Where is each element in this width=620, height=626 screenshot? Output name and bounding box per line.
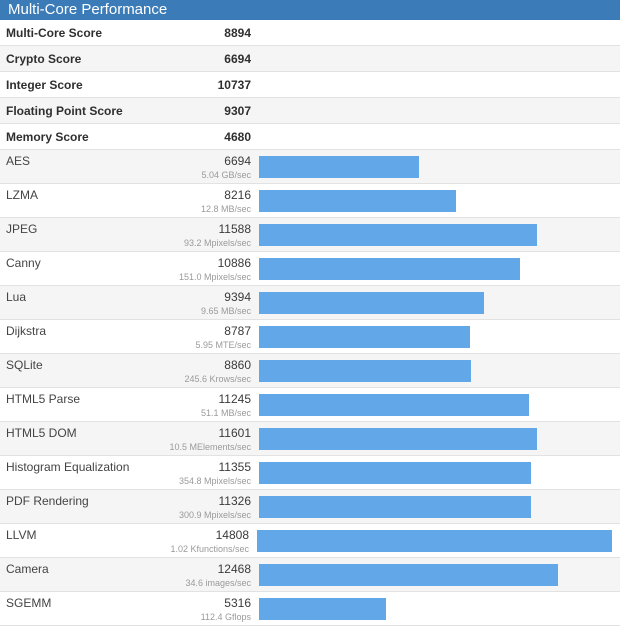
benchmark-rate: 93.2 Mpixels/sec	[183, 238, 251, 248]
table-row	[0, 98, 620, 124]
summary-bar-spacer	[255, 98, 620, 123]
benchmark-bar-cell	[255, 184, 620, 217]
benchmark-label: SQLite	[6, 358, 43, 372]
benchmark-bar	[259, 428, 537, 450]
benchmark-score	[160, 388, 255, 421]
benchmark-bar-cell	[255, 252, 620, 285]
table-row	[0, 354, 620, 388]
summary-label: Floating Point Score	[6, 103, 123, 118]
summary-score: 10737	[217, 77, 251, 92]
benchmark-bar	[259, 496, 531, 518]
table-row	[0, 252, 620, 286]
table-row	[0, 150, 620, 184]
benchmark-score	[160, 150, 255, 183]
benchmark-score	[160, 252, 255, 285]
benchmark-bar	[259, 190, 456, 212]
benchmark-score	[160, 592, 255, 625]
benchmark-rate: 9.65 MB/sec	[200, 306, 251, 316]
benchmark-score	[160, 456, 255, 489]
table-row	[0, 286, 620, 320]
summary-label: Multi-Core Score	[6, 25, 103, 40]
table-row	[0, 320, 620, 354]
benchmark-score-value: 11601	[218, 426, 251, 440]
benchmark-bar-cell	[255, 388, 620, 421]
summary-score: 9307	[224, 103, 251, 118]
benchmark-label: HTML5 Parse	[6, 392, 81, 406]
benchmark-score-value: 10886	[217, 256, 251, 270]
benchmark-score-value: 9394	[224, 290, 251, 304]
benchmark-rate: 112.4 Gflops	[200, 612, 251, 622]
summary-score: 4680	[224, 129, 251, 144]
summary-label: Memory Score	[6, 129, 89, 144]
benchmark-rate: 5.95 MTE/sec	[195, 340, 251, 350]
table-row	[0, 558, 620, 592]
table-row	[0, 20, 620, 46]
benchmark-rate: 151.0 Mpixels/sec	[178, 272, 251, 282]
benchmark-score	[160, 558, 255, 591]
benchmark-bar	[259, 360, 471, 382]
results-table	[0, 20, 620, 626]
benchmark-bar-cell	[255, 490, 620, 523]
benchmark-score-value: 12468	[217, 562, 251, 576]
benchmark-bar-cell	[255, 456, 620, 489]
benchmark-score	[160, 218, 255, 251]
benchmark-label: LLVM	[6, 528, 37, 542]
table-row	[0, 184, 620, 218]
benchmark-bar-cell	[255, 218, 620, 251]
table-row	[0, 592, 620, 626]
benchmark-label: JPEG	[6, 222, 38, 236]
benchmark-bar-cell	[255, 354, 620, 387]
benchmark-bar	[259, 598, 386, 620]
benchmark-label: HTML5 DOM	[6, 426, 77, 440]
table-row	[0, 456, 620, 490]
benchmark-score-value: 14808	[215, 528, 249, 542]
benchmark-score	[160, 422, 255, 455]
benchmark-label: Camera	[6, 562, 49, 576]
benchmark-score	[160, 490, 255, 523]
summary-score: 8894	[224, 25, 251, 40]
benchmark-bar	[259, 564, 558, 586]
summary-score: 6694	[224, 51, 251, 66]
benchmark-bar	[259, 326, 470, 348]
table-row	[0, 422, 620, 456]
summary-label: Integer Score	[6, 77, 83, 92]
benchmark-score-value: 11326	[218, 494, 251, 508]
benchmark-label: LZMA	[6, 188, 39, 202]
table-row	[0, 124, 620, 150]
benchmark-score-value: 11588	[218, 222, 251, 236]
benchmark-score-value: 5316	[224, 596, 251, 610]
page-title: Multi-Core Performance	[0, 0, 620, 20]
table-row	[0, 72, 620, 98]
table-row	[0, 524, 620, 558]
benchmark-rate: 34.6 images/sec	[185, 578, 251, 588]
table-row	[0, 388, 620, 422]
benchmark-label: AES	[6, 154, 31, 168]
benchmark-bar-cell	[255, 150, 620, 183]
table-row	[0, 218, 620, 252]
benchmark-bar-cell	[255, 286, 620, 319]
benchmark-bar	[259, 394, 529, 416]
benchmark-rate: 1.02 Kfunctions/sec	[170, 544, 249, 554]
benchmark-bar-cell	[255, 320, 620, 353]
benchmark-bar	[259, 224, 537, 246]
benchmark-rate: 51.1 MB/sec	[200, 408, 251, 418]
benchmark-score-value: 11355	[218, 460, 251, 474]
benchmark-bar	[259, 292, 484, 314]
benchmark-score	[160, 320, 255, 353]
summary-bar-spacer	[255, 46, 620, 71]
benchmark-label: Histogram Equalization	[6, 460, 130, 474]
benchmark-rate: 10.5 MElements/sec	[169, 442, 251, 452]
benchmark-label: Lua	[6, 290, 27, 304]
benchmark-score-value: 8860	[224, 358, 251, 372]
summary-bar-spacer	[255, 20, 620, 45]
benchmark-score	[160, 354, 255, 387]
benchmark-rate: 354.8 Mpixels/sec	[178, 476, 251, 486]
benchmark-bar-cell	[255, 558, 620, 591]
benchmark-bar	[259, 156, 419, 178]
benchmark-bar	[257, 530, 612, 552]
benchmark-bar	[259, 258, 520, 280]
benchmark-bar-cell	[255, 422, 620, 455]
benchmark-rate: 300.9 Mpixels/sec	[178, 510, 251, 520]
benchmark-label: Dijkstra	[6, 324, 47, 338]
table-row	[0, 490, 620, 524]
benchmark-label: Canny	[6, 256, 41, 270]
benchmark-bar-cell	[253, 524, 620, 557]
benchmark-score-value: 6694	[224, 154, 251, 168]
benchmark-score-value: 11245	[218, 392, 251, 406]
benchmark-bar-cell	[255, 592, 620, 625]
benchmark-rate: 245.6 Krows/sec	[184, 374, 251, 384]
benchmark-label: PDF Rendering	[6, 494, 89, 508]
summary-bar-spacer	[255, 124, 620, 149]
benchmark-label: SGEMM	[6, 596, 52, 610]
summary-bar-spacer	[255, 72, 620, 97]
summary-label: Crypto Score	[6, 51, 82, 66]
benchmark-score-value: 8216	[224, 188, 251, 202]
table-row	[0, 46, 620, 72]
benchmark-score	[160, 184, 255, 217]
benchmark-bar	[259, 462, 531, 484]
benchmark-rate: 5.04 GB/sec	[201, 170, 251, 180]
benchmark-score	[160, 286, 255, 319]
benchmark-score	[159, 524, 253, 557]
benchmark-rate: 12.8 MB/sec	[200, 204, 251, 214]
benchmark-score-value: 8787	[224, 324, 251, 338]
